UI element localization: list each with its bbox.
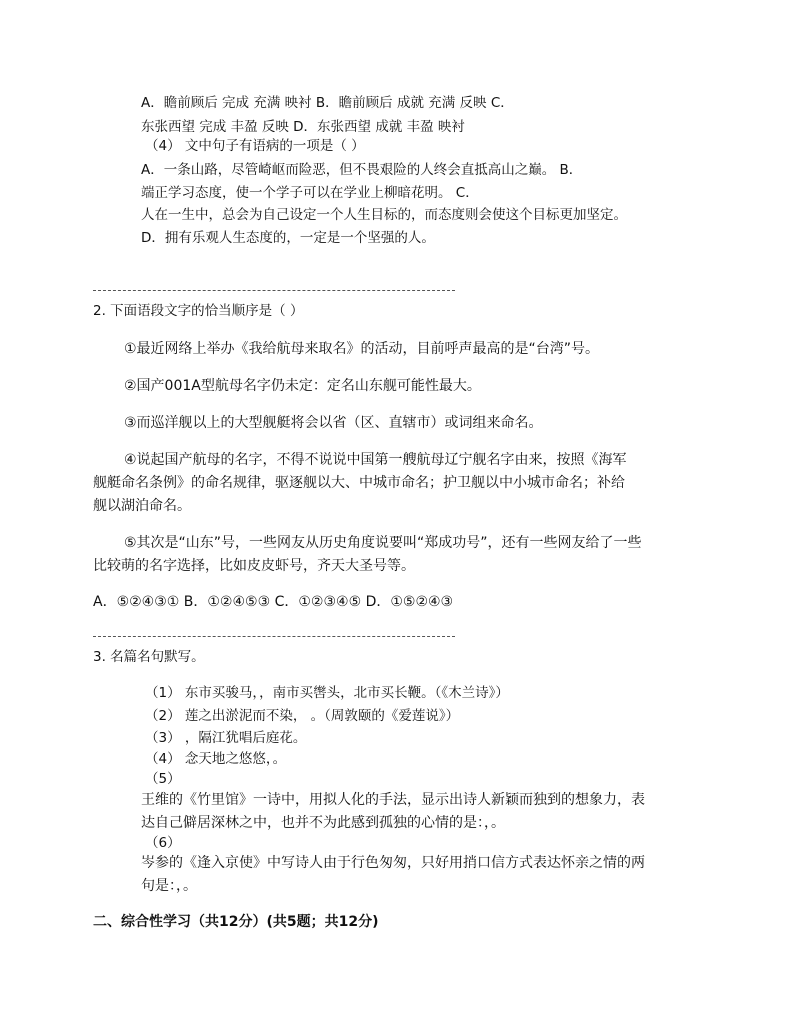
q2-sentence-5-line-1: ⑤其次是“山东”号，一些网友从历史角度说要叫“郑成功号”，还有一些网友给了一些 bbox=[124, 535, 642, 551]
q2-answer-options: A．⑤②④③① B．①②④⑤③ C．①②③④⑤ D．①⑤②④③ bbox=[93, 594, 454, 610]
q2-sentence-5-line-2: 比较萌的名字选择，比如皮皮虾号，齐天大圣号等。 bbox=[93, 558, 415, 574]
q3-item-5-line-2: 达自己僻居深林之中，也并不为此感到孤独的心情的是：，。 bbox=[141, 815, 505, 831]
q2-sentence-2: ②国产001A型航母名字仍未定：定名山东舰可能性最大。 bbox=[124, 378, 481, 394]
q3-item-6-line-1: 岑参的《逢入京使》中写诗人由于行色匆匆，只好用捎口信方式表达怀亲之情的两 bbox=[141, 855, 645, 871]
q3-item-3: （3） ，隔江犹唱后庭花。 bbox=[145, 730, 307, 746]
q1-sub-question-4: （4） 文中句子有语病的一项是（ ） bbox=[145, 138, 365, 154]
separator-rule bbox=[93, 636, 455, 637]
q2-sentence-1: ①最近网络上举办《我给航母来取名》的活动，目前呼声最高的是“台湾”号。 bbox=[124, 341, 600, 357]
q2-title: 2. 下面语段文字的恰当顺序是（ ） bbox=[93, 303, 304, 319]
q3-title: 3. 名篇名句默写。 bbox=[93, 649, 205, 665]
q1-sub4-option-a: A．一条山路，尽管崎岖而险恶，但不畏艰险的人终会直抵高山之巅。 B． bbox=[141, 162, 583, 178]
separator-rule bbox=[93, 290, 455, 291]
q2-sentence-4-line-1: ④说起国产航母的名字，不得不说说中国第一艘航母辽宁舰名字由来，按照《海军 bbox=[124, 452, 627, 468]
q3-item-2: （2） 莲之出淤泥而不染， 。（周敦颐的《爱莲说》） bbox=[145, 708, 460, 724]
q1-sub4-option-c: 人在一生中，总会为自己设定一个人生目标的，而态度则会使这个目标更加坚定。 bbox=[141, 207, 627, 223]
q1-options-line-1: A．瞻前顾后 完成 充满 映衬 B．瞻前顾后 成就 充满 反映 C． bbox=[141, 95, 514, 111]
q2-sentence-4-line-2: 舰艇命名条例》的命名规律，驱逐舰以大、中城市命名；护卫舰以中小城市命名；补给 bbox=[93, 475, 625, 491]
q3-item-5-label: （5） bbox=[145, 771, 181, 787]
section-2-heading: 二、综合性学习（共12分）(共5题；共12分) bbox=[93, 914, 379, 930]
q1-sub4-option-d: D．拥有乐观人生态度的，一定是一个坚强的人。 bbox=[141, 230, 435, 246]
q2-sentence-3: ③而巡洋舰以上的大型舰艇将会以省（区、直辖市）或词组来命名。 bbox=[124, 415, 543, 431]
q1-sub4-option-b: 端正学习态度，使一个学子可以在学业上柳暗花明。 C． bbox=[141, 185, 479, 201]
q2-sentence-4-line-3: 舰以湖泊命名。 bbox=[93, 498, 191, 514]
q1-options-line-2: 东张西望 完成 丰盈 反映 D．东张西望 成就 丰盈 映衬 bbox=[141, 119, 465, 135]
q3-item-5-line-1: 王维的《竹里馆》一诗中，用拟人化的手法，显示出诗人新颖而独到的想象力，表 bbox=[141, 792, 645, 808]
q3-item-6-label: （6） bbox=[145, 835, 181, 851]
q3-item-4: （4） 念天地之悠悠，。 bbox=[145, 751, 287, 767]
q3-item-6-line-2: 句是：，。 bbox=[141, 878, 197, 894]
q3-item-1: （1） 东市买骏马，，南市买辔头，北市买长鞭。（《木兰诗》） bbox=[145, 685, 509, 701]
